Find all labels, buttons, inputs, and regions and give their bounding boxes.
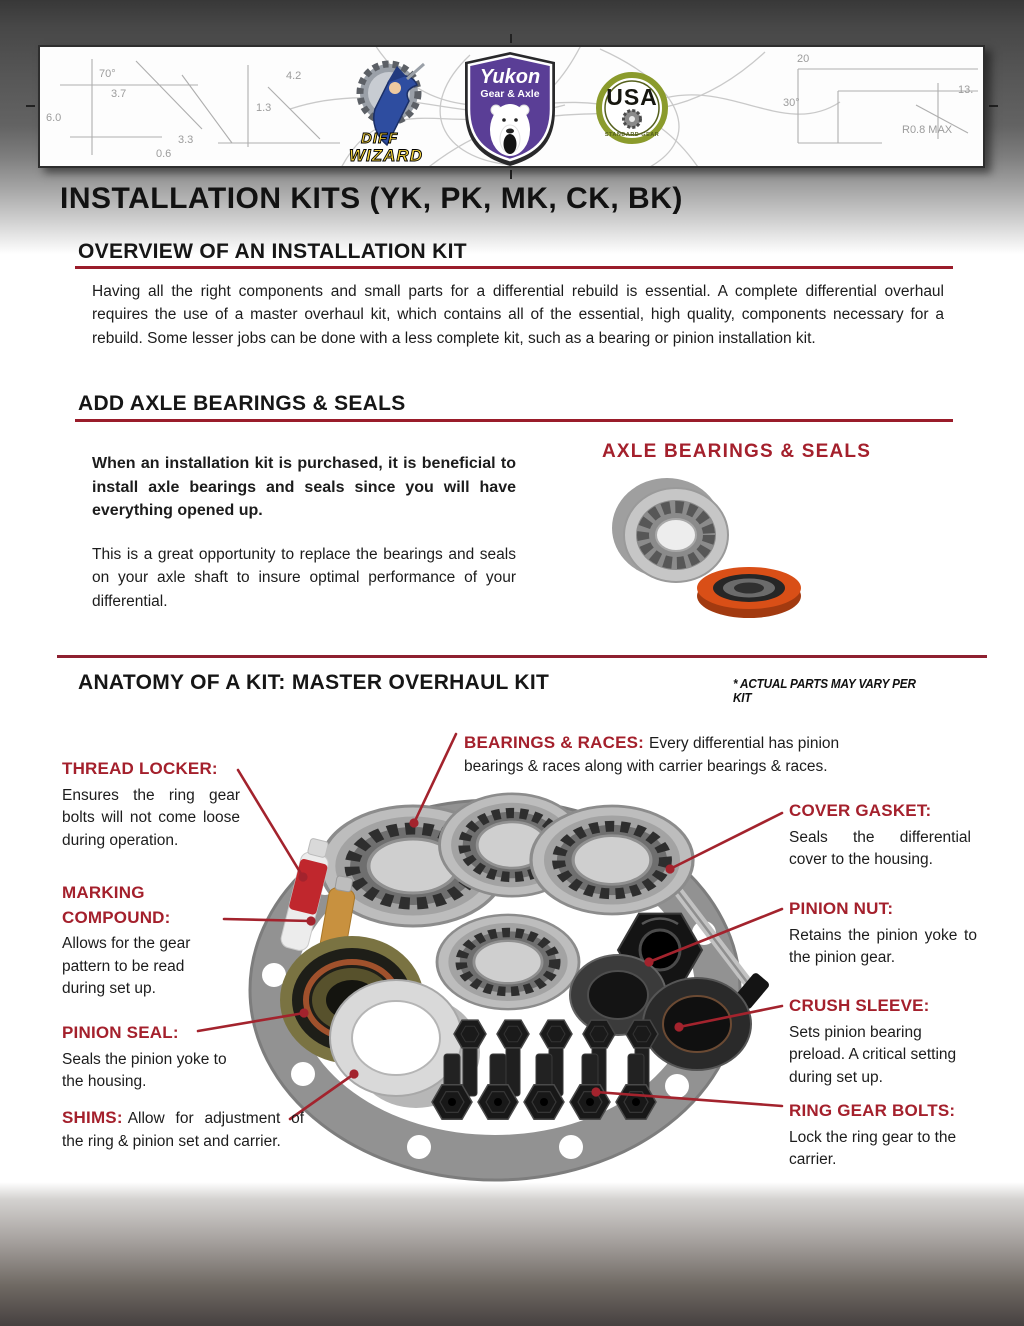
callout-shims bbox=[62, 1106, 304, 1153]
callout-label: MARKING COMPOUND: bbox=[62, 883, 171, 927]
callout-text: Seals the pinion yoke to the housing. bbox=[62, 1050, 227, 1091]
callout-label: RING GEAR BOLTS: bbox=[789, 1101, 956, 1120]
dimension-label: 3.7 bbox=[111, 88, 127, 100]
dimension-label: R0.8 MAX bbox=[902, 124, 953, 136]
axle-body: This is a great opportunity to replace the bearings and seals on your axle shaft to insure optimal performance of your differential. bbox=[92, 546, 516, 610]
callout-pinion-seal bbox=[62, 1021, 240, 1094]
callout-crush-sleeve bbox=[789, 994, 961, 1089]
callout-text: Ensures the ring gear bolts will not come loose during operation. bbox=[62, 786, 240, 849]
yukon-text: Yukon bbox=[479, 66, 541, 88]
callout-text: Seals the differential cover to the housing. bbox=[789, 828, 971, 869]
callout-bearings-races bbox=[464, 731, 894, 778]
callout-ring-gear-bolts bbox=[789, 1099, 979, 1172]
yukon-gear-axle-logo bbox=[465, 52, 555, 166]
page-title: INSTALLATION KITS (YK, PK, MK, CK, BK) bbox=[60, 182, 683, 215]
crop-tick bbox=[989, 105, 998, 107]
dimension-label: 4.2 bbox=[286, 70, 302, 82]
callout-cover-gasket bbox=[789, 799, 971, 872]
axle-rule bbox=[75, 419, 953, 422]
dimension-label: 6.0 bbox=[46, 112, 62, 124]
dimension-label: 1.3 bbox=[256, 102, 272, 114]
callout-label: CRUSH SLEEVE: bbox=[789, 996, 930, 1015]
callout-text: Every differential has pinion bearings & races along with carrier bearings & races. bbox=[464, 735, 840, 775]
crop-tick bbox=[510, 34, 512, 43]
crop-tick bbox=[510, 170, 512, 179]
axle-heading: ADD AXLE BEARINGS & SEALS bbox=[78, 392, 406, 415]
usa-standard-gear-logo bbox=[599, 75, 665, 141]
overview-heading: OVERVIEW OF AN INSTALLATION KIT bbox=[78, 240, 467, 263]
axle-bearing-seal-photo bbox=[600, 462, 840, 627]
callout-text: Retains the pinion yoke to the pinion gear. bbox=[789, 926, 977, 967]
overview-body: Having all the right components and small parts for a differential rebuild is essential. A complete differential overhaul requires the use of a master overhaul kit, which contains all of the essential, high quality, components necessary for a rebuild. Some lesser jobs can be done with a less complete kit, such as a bearing or pinion installation kit. bbox=[92, 283, 944, 347]
anatomy-note: * ACTUAL PARTS MAY VARY PER KIT bbox=[733, 677, 916, 705]
usa-sub-text: STANDARD GEAR bbox=[604, 132, 660, 138]
dimension-label: 3.3 bbox=[178, 134, 194, 146]
callout-text: Sets pinion bearing preload. A critical setting during set up. bbox=[789, 1023, 957, 1086]
callout-thread-locker bbox=[62, 757, 240, 852]
roller-bearing-image bbox=[612, 478, 728, 582]
callout-text: Lock the ring gear to the carrier. bbox=[789, 1128, 957, 1169]
overview-rule bbox=[75, 266, 953, 269]
section-divider-rule bbox=[57, 655, 987, 658]
callout-label: PINION SEAL: bbox=[62, 1023, 179, 1042]
dimension-label: 13. bbox=[958, 84, 974, 96]
callout-label: BEARINGS & RACES: bbox=[464, 733, 645, 752]
callout-label: THREAD LOCKER: bbox=[62, 759, 218, 778]
callout-marking-compound bbox=[62, 881, 227, 1001]
dimension-label: 0.6 bbox=[156, 148, 172, 160]
axle-seal-image bbox=[697, 567, 801, 618]
bearing-part bbox=[531, 806, 693, 914]
header-banner bbox=[38, 45, 985, 168]
dimension-label: 70° bbox=[99, 68, 116, 80]
anatomy-heading: ANATOMY OF A KIT: MASTER OVERHAUL KIT bbox=[78, 671, 550, 694]
usa-text: USA bbox=[606, 84, 658, 110]
crop-tick bbox=[26, 105, 35, 107]
callout-label: COVER GASKET: bbox=[789, 801, 932, 820]
diff-wizard-text-2: WIZARD bbox=[349, 146, 423, 165]
diff-wizard-text-1: DIFF bbox=[361, 130, 399, 147]
callout-text: Allows for the gear pattern to be read during set up. bbox=[62, 935, 191, 998]
callout-label: PINION NUT: bbox=[789, 899, 894, 918]
diff-wizard-logo bbox=[349, 64, 424, 165]
callout-pinion-nut bbox=[789, 897, 977, 970]
callout-text: Allow for adjustment of the ring & pinion set and carrier. bbox=[62, 1110, 304, 1150]
bearing-part bbox=[437, 915, 579, 1009]
callout-label: SHIMS: bbox=[62, 1108, 123, 1127]
yukon-sub-text: Gear & Axle bbox=[480, 88, 540, 100]
dimension-label: 30° bbox=[783, 97, 800, 109]
polar-bear-icon bbox=[490, 104, 530, 156]
axle-photo-heading: AXLE BEARINGS & SEALS bbox=[602, 441, 872, 462]
banner-artwork bbox=[40, 47, 983, 166]
dimension-label: 20 bbox=[797, 53, 810, 65]
axle-intro-bold: When an installation kit is purchased, it is beneficial to install axle bearings and seals since you will have everything opened up. bbox=[92, 455, 516, 520]
leader-line-thread-locker bbox=[238, 770, 303, 877]
